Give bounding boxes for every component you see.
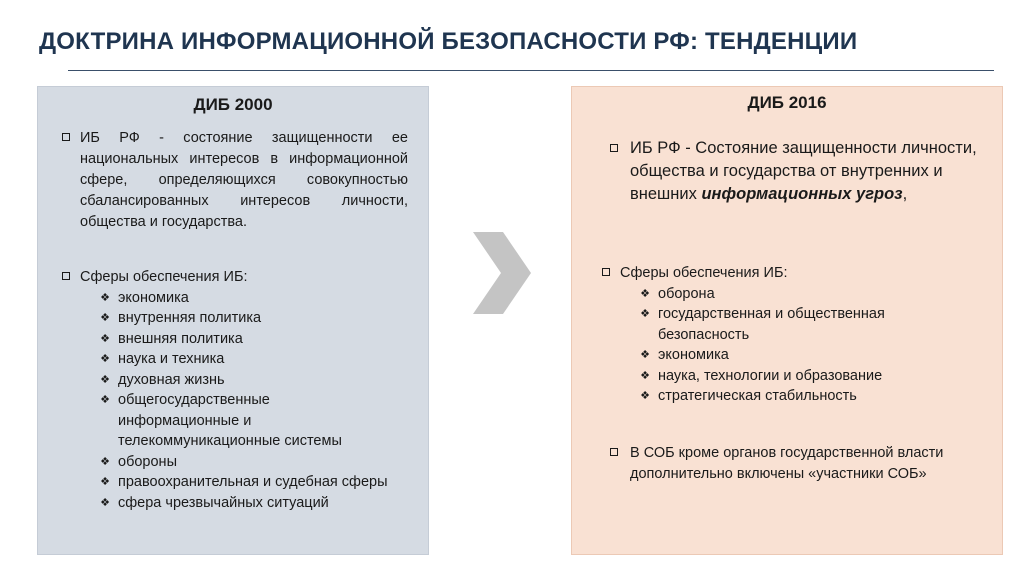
chevron-right-icon	[473, 232, 531, 314]
diamond-bullet-icon: ❖	[100, 312, 110, 324]
panel-dib-2000	[37, 86, 429, 555]
spheres-list-2000	[62, 288, 408, 514]
diamond-bullet-icon: ❖	[100, 373, 110, 386]
diamond-bullet-icon: ❖	[640, 349, 650, 361]
list-item: ❖ правоохранительная и судебная сферы	[98, 472, 408, 493]
list-item: ❖ наука и техника	[98, 349, 408, 370]
list-item: ❖ оборона	[638, 284, 982, 305]
definition-text-2016: ИБ РФ - Состояние защищенности личности, общества и государства от внутренних и внешних информационных угроз,	[630, 139, 977, 203]
list-item: ❖ экономика	[98, 288, 408, 309]
spheres-label-2000: Сферы обеспечения ИБ:	[80, 269, 248, 285]
diamond-bullet-icon: ❖	[100, 394, 110, 406]
list-item: ❖ наука, технологии и образование	[638, 366, 982, 387]
panel-heading-2016: ДИБ 2016	[747, 93, 827, 112]
title-divider	[68, 70, 994, 71]
list-item: ❖ государственная и общественная безопасность	[638, 304, 982, 345]
list-item: ❖ духовная жизнь	[98, 370, 408, 391]
diamond-bullet-icon: ❖	[100, 476, 110, 488]
diamond-bullet-icon: ❖	[100, 455, 110, 468]
sob-note-text: В СОБ кроме органов государственной власти дополнительно включены «участники СОБ»	[630, 445, 944, 482]
spheres-2016	[602, 263, 982, 407]
spheres-list-2016	[602, 284, 982, 407]
diamond-bullet-icon: ❖	[100, 291, 110, 304]
square-bullet-icon	[602, 268, 610, 276]
diamond-bullet-icon: ❖	[640, 390, 650, 402]
list-item: ❖ стратегическая стабильность	[638, 386, 982, 407]
square-bullet-icon	[62, 272, 70, 280]
diamond-bullet-icon: ❖	[640, 287, 650, 300]
square-bullet-icon	[62, 133, 70, 141]
definition-2000	[62, 128, 408, 233]
panel-heading-2000: ДИБ 2000	[193, 95, 273, 114]
definition-2016	[610, 137, 980, 206]
definition-text-2000: ИБ РФ - состояние защищенности ее национальных интересов в информационной сфере, определяющихся совокупностью сбалансированных интересов личности, общества и государства.	[80, 130, 408, 230]
spheres-2000	[62, 267, 408, 513]
spheres-label-2016: Сферы обеспечения ИБ:	[620, 265, 788, 281]
diamond-bullet-icon: ❖	[640, 308, 650, 320]
square-bullet-icon	[610, 448, 618, 456]
definition-emphasis: информационных угроз	[701, 185, 903, 203]
page-title: ДОКТРИНА ИНФОРМАЦИОННОЙ БЕЗОПАСНОСТИ РФ: ТЕНДЕНЦИИ	[39, 28, 858, 55]
diamond-bullet-icon: ❖	[100, 353, 110, 365]
diamond-bullet-icon: ❖	[640, 369, 650, 382]
sob-note	[610, 443, 980, 485]
diamond-bullet-icon: ❖	[100, 496, 110, 509]
panel-dib-2016	[571, 86, 1003, 555]
diamond-bullet-icon: ❖	[100, 332, 110, 345]
list-item: ❖ обороны	[98, 452, 408, 473]
list-item: ❖ внутренняя политика	[98, 308, 408, 329]
list-item: ❖ сфера чрезвычайных ситуаций	[98, 493, 408, 514]
list-item: ❖ общегосударственные информационные и телекоммуникационные системы	[98, 390, 408, 452]
list-item: ❖ экономика	[638, 345, 982, 366]
square-bullet-icon	[610, 144, 618, 152]
list-item: ❖ внешняя политика	[98, 329, 408, 350]
